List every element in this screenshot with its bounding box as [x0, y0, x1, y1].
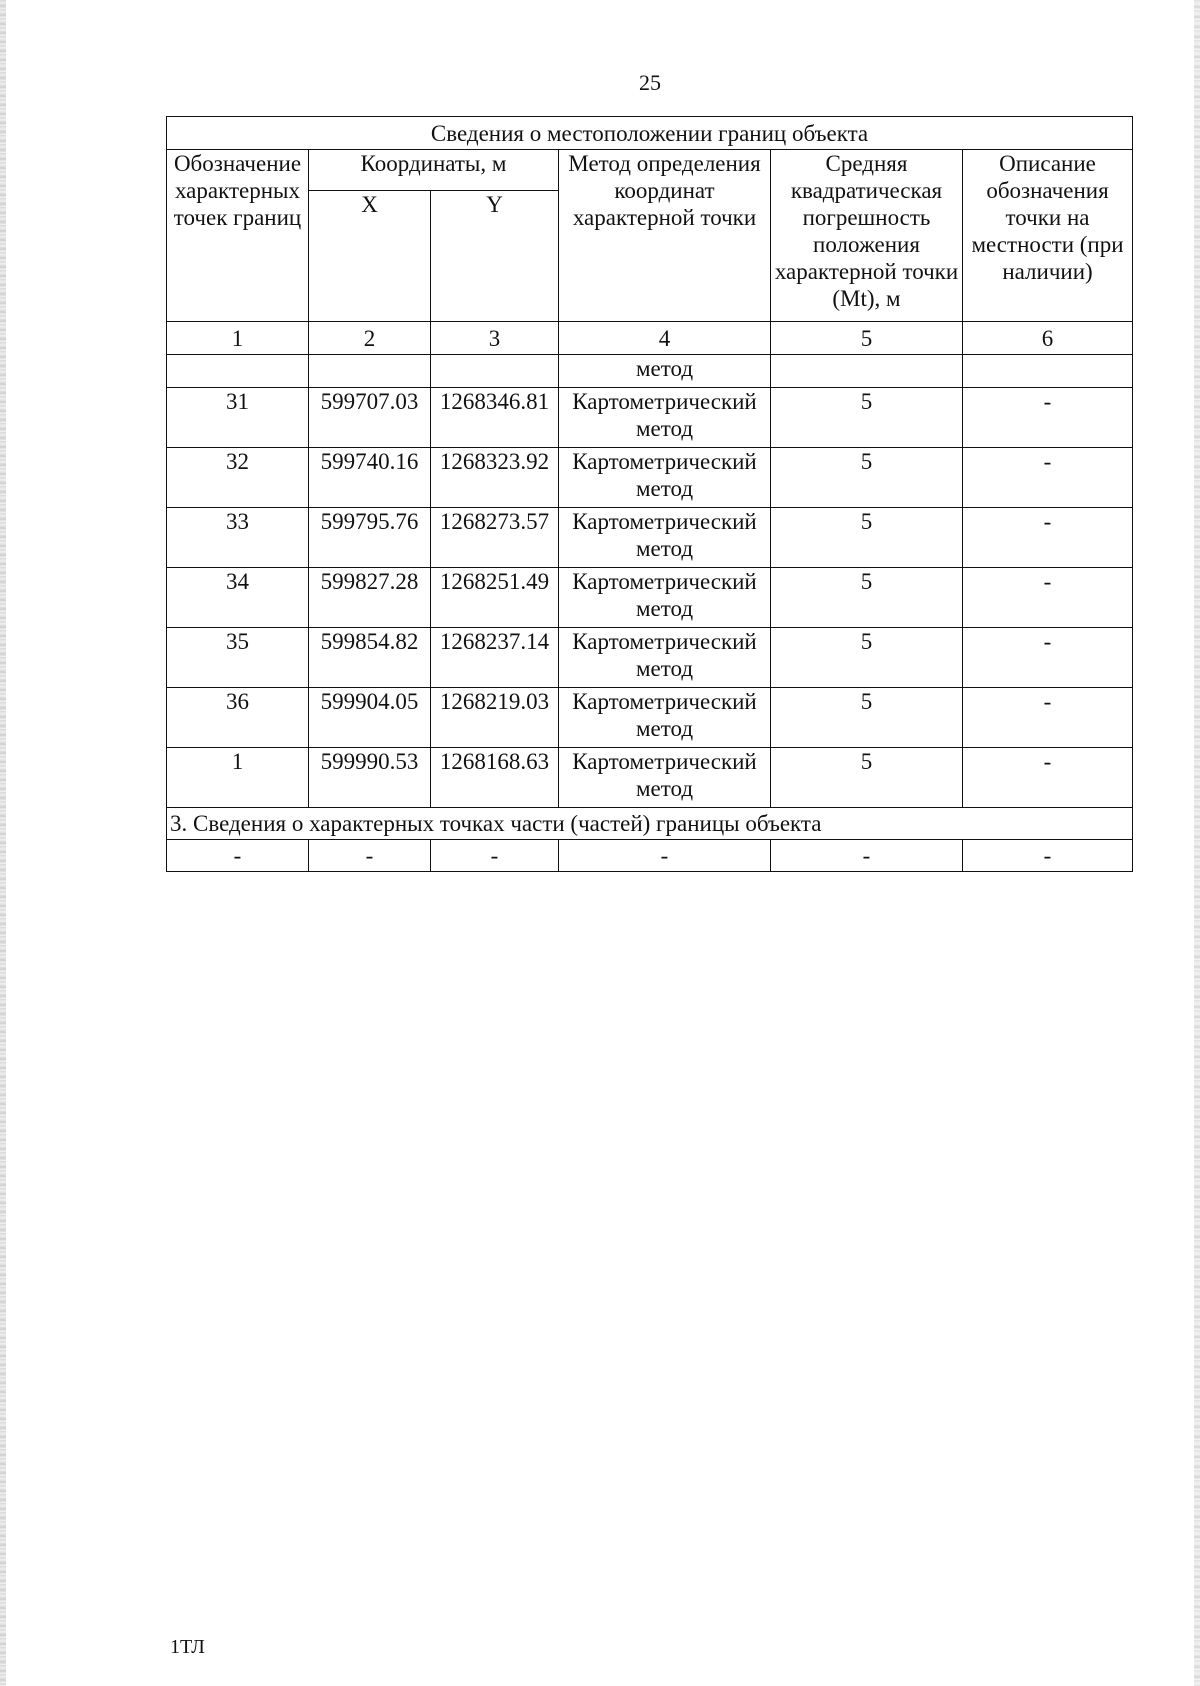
point-number: 34 — [167, 568, 309, 628]
continuation-row — [167, 355, 1133, 388]
description: - — [963, 448, 1133, 508]
description: - — [963, 748, 1133, 808]
column-number: 3 — [431, 322, 559, 355]
table-row — [167, 568, 1133, 628]
coord-x: 599827.28 — [309, 568, 431, 628]
continuation-method: метод — [559, 355, 771, 388]
footer-code: 1ТЛ — [170, 1636, 205, 1658]
header-point-designation: Обозначение характерных точек границ — [167, 150, 309, 322]
error-value: 5 — [771, 388, 963, 448]
method: Картометрический метод — [559, 388, 771, 448]
error-value: 5 — [771, 568, 963, 628]
coord-x: 599707.03 — [309, 388, 431, 448]
description: - — [963, 508, 1133, 568]
error-value: 5 — [771, 448, 963, 508]
header-method: Метод определения координат характерной точки — [559, 150, 771, 322]
table-row — [167, 748, 1133, 808]
header-error: Средняя квадратическая погрешность положения характерной точки (Mt), м — [771, 150, 963, 322]
coord-y: 1268346.81 — [431, 388, 559, 448]
coord-x: 599904.05 — [309, 688, 431, 748]
column-numbers-row — [167, 322, 1133, 355]
coord-x: 599740.16 — [309, 448, 431, 508]
coord-x: 599795.76 — [309, 508, 431, 568]
error-value: 5 — [771, 628, 963, 688]
coord-x: 599990.53 — [309, 748, 431, 808]
page-number: 25 — [639, 70, 661, 95]
point-number: 32 — [167, 448, 309, 508]
point-number: 31 — [167, 388, 309, 448]
coord-y: 1268273.57 — [431, 508, 559, 568]
empty-value: - — [963, 840, 1133, 872]
header-y: Y — [431, 191, 559, 322]
table-row — [167, 688, 1133, 748]
point-number: 1 — [167, 748, 309, 808]
method: Картометрический метод — [559, 688, 771, 748]
point-number: 33 — [167, 508, 309, 568]
description: - — [963, 388, 1133, 448]
description: - — [963, 628, 1133, 688]
table-row — [167, 388, 1133, 448]
empty-value: - — [559, 840, 771, 872]
error-value: 5 — [771, 688, 963, 748]
header-coordinates: Координаты, м — [309, 150, 559, 191]
point-number: 35 — [167, 628, 309, 688]
description: - — [963, 688, 1133, 748]
coord-x: 599854.82 — [309, 628, 431, 688]
table-row — [167, 628, 1133, 688]
scan-edge-right — [1194, 0, 1200, 1686]
method: Картометрический метод — [559, 448, 771, 508]
scan-edge-left — [0, 0, 6, 1686]
empty-value: - — [309, 840, 431, 872]
column-number: 2 — [309, 322, 431, 355]
method: Картометрический метод — [559, 628, 771, 688]
column-number: 5 — [771, 322, 963, 355]
description: - — [963, 568, 1133, 628]
point-number: 36 — [167, 688, 309, 748]
table-row — [167, 508, 1133, 568]
coord-y: 1268323.92 — [431, 448, 559, 508]
empty-value: - — [771, 840, 963, 872]
method: Картометрический метод — [559, 508, 771, 568]
coord-y: 1268219.03 — [431, 688, 559, 748]
error-value: 5 — [771, 508, 963, 568]
table-title: Сведения о местоположении границ объекта — [167, 117, 1133, 150]
empty-value: - — [167, 840, 309, 872]
method: Картометрический метод — [559, 748, 771, 808]
column-number: 6 — [963, 322, 1133, 355]
table-row — [167, 448, 1133, 508]
empty-value: - — [431, 840, 559, 872]
coord-y: 1268237.14 — [431, 628, 559, 688]
error-value: 5 — [771, 748, 963, 808]
column-number: 4 — [559, 322, 771, 355]
section-3-row — [167, 840, 1133, 872]
section-3-title: 3. Сведения о характерных точках части (частей) границы объекта — [167, 808, 1133, 840]
column-number: 1 — [167, 322, 309, 355]
coord-y: 1268168.63 — [431, 748, 559, 808]
header-x: X — [309, 191, 431, 322]
header-description: Описание обозначения точки на местности (при наличии) — [963, 150, 1133, 322]
coord-y: 1268251.49 — [431, 568, 559, 628]
boundary-coordinates-table — [166, 116, 1133, 872]
method: Картометрический метод — [559, 568, 771, 628]
